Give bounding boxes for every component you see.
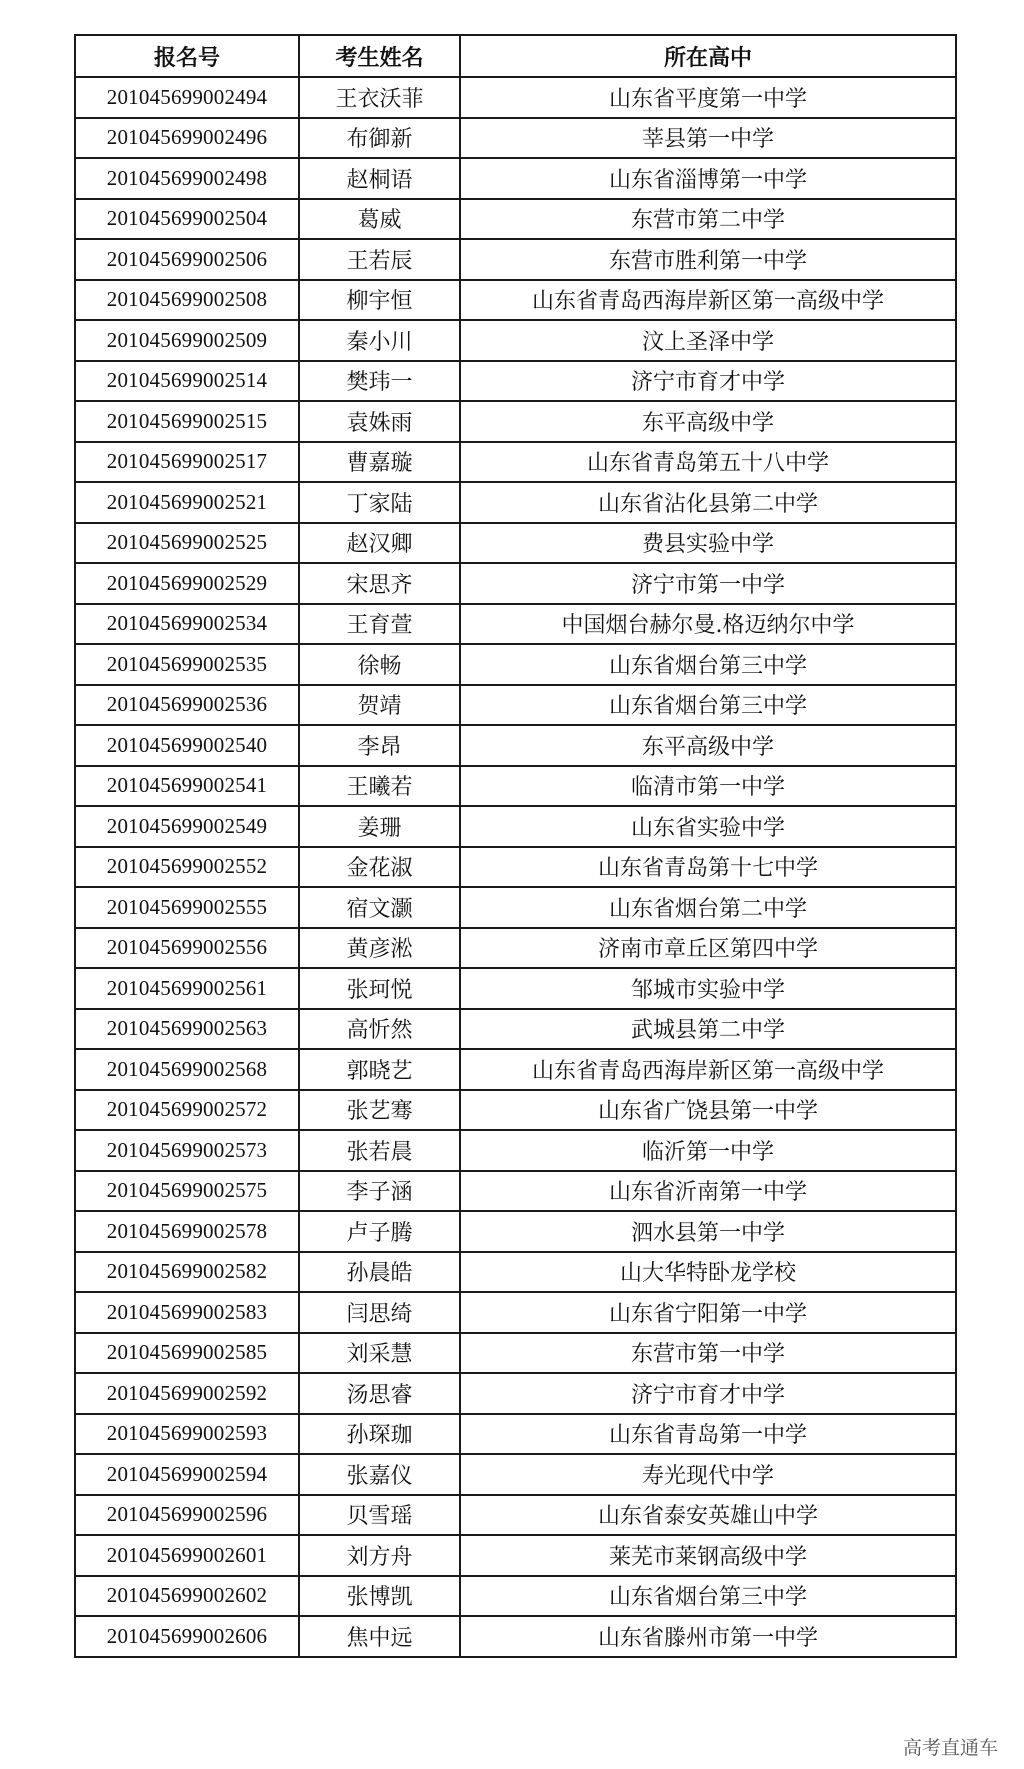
table-row [75, 1211, 956, 1252]
table-row [75, 1292, 956, 1333]
table-row [75, 118, 956, 159]
registration-number-cell: 201045699002596 [75, 1495, 299, 1536]
registration-number-cell: 201045699002583 [75, 1292, 299, 1333]
table-row [75, 725, 956, 766]
student-name-cell: 张艺骞 [299, 1090, 460, 1131]
table-row [75, 847, 956, 888]
high-school-cell: 莘县第一中学 [460, 118, 956, 159]
high-school-cell: 山东省烟台第三中学 [460, 1576, 956, 1617]
registration-number-cell: 201045699002601 [75, 1535, 299, 1576]
table-row [75, 766, 956, 807]
table-row [75, 239, 956, 280]
high-school-cell: 山东省烟台第三中学 [460, 685, 956, 726]
high-school-cell: 费县实验中学 [460, 523, 956, 564]
registration-number-cell: 201045699002573 [75, 1130, 299, 1171]
table-row [75, 482, 956, 523]
student-name-cell: 秦小川 [299, 320, 460, 361]
table-row [75, 806, 956, 847]
table-row [75, 1333, 956, 1374]
high-school-cell: 山东省广饶县第一中学 [460, 1090, 956, 1131]
table-row [75, 1414, 956, 1455]
table-row [75, 644, 956, 685]
high-school-cell: 山东省平度第一中学 [460, 77, 956, 118]
table-row [75, 604, 956, 645]
table-row [75, 968, 956, 1009]
high-school-cell: 山东省青岛第五十八中学 [460, 442, 956, 483]
registration-number-cell: 201045699002529 [75, 563, 299, 604]
student-name-cell: 布御新 [299, 118, 460, 159]
high-school-cell: 东营市第一中学 [460, 1333, 956, 1374]
student-name-cell: 丁家陆 [299, 482, 460, 523]
student-name-cell: 徐畅 [299, 644, 460, 685]
table-row [75, 1009, 956, 1050]
high-school-cell: 临沂第一中学 [460, 1130, 956, 1171]
high-school-cell: 东平高级中学 [460, 401, 956, 442]
high-school-cell: 济宁市育才中学 [460, 1373, 956, 1414]
high-school-cell: 济宁市育才中学 [460, 361, 956, 402]
student-name-cell: 闫思绮 [299, 1292, 460, 1333]
table-row [75, 1171, 956, 1212]
registration-number-cell: 201045699002517 [75, 442, 299, 483]
student-name-cell: 焦中远 [299, 1616, 460, 1657]
student-name-cell: 孙琛珈 [299, 1414, 460, 1455]
high-school-cell: 山东省宁阳第一中学 [460, 1292, 956, 1333]
header-registration-number: 报名号 [75, 35, 299, 77]
table-row [75, 1049, 956, 1090]
student-name-cell: 李子涵 [299, 1171, 460, 1212]
student-name-cell: 张博凯 [299, 1576, 460, 1617]
table-row [75, 199, 956, 240]
table-row [75, 1495, 956, 1536]
high-school-cell: 山东省实验中学 [460, 806, 956, 847]
high-school-cell: 山大华特卧龙学校 [460, 1252, 956, 1293]
student-name-cell: 刘方舟 [299, 1535, 460, 1576]
registration-number-cell: 201045699002561 [75, 968, 299, 1009]
student-name-cell: 柳宇恒 [299, 280, 460, 321]
student-name-cell: 宋思齐 [299, 563, 460, 604]
student-name-cell: 贝雪瑶 [299, 1495, 460, 1536]
student-name-cell: 曹嘉璇 [299, 442, 460, 483]
table-row [75, 1535, 956, 1576]
high-school-cell: 山东省沾化县第二中学 [460, 482, 956, 523]
registration-number-cell: 201045699002572 [75, 1090, 299, 1131]
registration-number-cell: 201045699002496 [75, 118, 299, 159]
table-row [75, 401, 956, 442]
student-name-cell: 刘采慧 [299, 1333, 460, 1374]
registration-number-cell: 201045699002521 [75, 482, 299, 523]
registration-number-cell: 201045699002552 [75, 847, 299, 888]
registration-number-cell: 201045699002549 [75, 806, 299, 847]
student-name-cell: 姜珊 [299, 806, 460, 847]
registration-number-cell: 201045699002509 [75, 320, 299, 361]
table-row [75, 928, 956, 969]
table-row [75, 1576, 956, 1617]
high-school-cell: 东平高级中学 [460, 725, 956, 766]
student-name-cell: 孙晨皓 [299, 1252, 460, 1293]
high-school-cell: 武城县第二中学 [460, 1009, 956, 1050]
registration-number-cell: 201045699002575 [75, 1171, 299, 1212]
table-row [75, 887, 956, 928]
registration-number-cell: 201045699002578 [75, 1211, 299, 1252]
header-high-school: 所在高中 [460, 35, 956, 77]
high-school-cell: 山东省青岛西海岸新区第一高级中学 [460, 280, 956, 321]
registration-number-cell: 201045699002541 [75, 766, 299, 807]
high-school-cell: 山东省泰安英雄山中学 [460, 1495, 956, 1536]
student-name-cell: 张嘉仪 [299, 1454, 460, 1495]
roster-sheet [74, 34, 955, 1658]
student-name-cell: 王衣沃菲 [299, 77, 460, 118]
table-row [75, 685, 956, 726]
registration-number-cell: 201045699002494 [75, 77, 299, 118]
registration-number-cell: 201045699002508 [75, 280, 299, 321]
registration-number-cell: 201045699002582 [75, 1252, 299, 1293]
high-school-cell: 泗水县第一中学 [460, 1211, 956, 1252]
registration-number-cell: 201045699002535 [75, 644, 299, 685]
student-name-cell: 高忻然 [299, 1009, 460, 1050]
high-school-cell: 山东省沂南第一中学 [460, 1171, 956, 1212]
registration-number-cell: 201045699002585 [75, 1333, 299, 1374]
table-row [75, 1616, 956, 1657]
table-row [75, 563, 956, 604]
high-school-cell: 山东省青岛西海岸新区第一高级中学 [460, 1049, 956, 1090]
table-row [75, 1373, 956, 1414]
high-school-cell: 山东省烟台第二中学 [460, 887, 956, 928]
student-name-cell: 张若晨 [299, 1130, 460, 1171]
high-school-cell: 中国烟台赫尔曼.格迈纳尔中学 [460, 604, 956, 645]
table-row [75, 1454, 956, 1495]
registration-number-cell: 201045699002540 [75, 725, 299, 766]
registration-number-cell: 201045699002525 [75, 523, 299, 564]
registration-number-cell: 201045699002592 [75, 1373, 299, 1414]
registration-number-cell: 201045699002594 [75, 1454, 299, 1495]
table-row [75, 361, 956, 402]
registration-number-cell: 201045699002498 [75, 158, 299, 199]
registration-number-cell: 201045699002563 [75, 1009, 299, 1050]
student-name-cell: 郭晓艺 [299, 1049, 460, 1090]
high-school-cell: 莱芜市莱钢高级中学 [460, 1535, 956, 1576]
high-school-cell: 山东省烟台第三中学 [460, 644, 956, 685]
registration-number-cell: 201045699002602 [75, 1576, 299, 1617]
registration-number-cell: 201045699002514 [75, 361, 299, 402]
header-student-name: 考生姓名 [299, 35, 460, 77]
registration-number-cell: 201045699002536 [75, 685, 299, 726]
table-header [75, 35, 956, 77]
high-school-cell: 东营市第二中学 [460, 199, 956, 240]
student-name-cell: 王育萱 [299, 604, 460, 645]
registration-number-cell: 201045699002506 [75, 239, 299, 280]
student-name-cell: 赵汉卿 [299, 523, 460, 564]
registration-number-cell: 201045699002556 [75, 928, 299, 969]
student-name-cell: 黄彦淞 [299, 928, 460, 969]
student-name-cell: 赵桐语 [299, 158, 460, 199]
student-name-cell: 宿文灏 [299, 887, 460, 928]
table-row [75, 1130, 956, 1171]
high-school-cell: 山东省淄博第一中学 [460, 158, 956, 199]
high-school-cell: 东营市胜利第一中学 [460, 239, 956, 280]
table-row [75, 1252, 956, 1293]
registration-number-cell: 201045699002555 [75, 887, 299, 928]
watermark-text: 高考直通车 [902, 1737, 998, 1759]
table-row [75, 1090, 956, 1131]
student-name-cell: 王若辰 [299, 239, 460, 280]
student-name-cell: 贺靖 [299, 685, 460, 726]
registration-number-cell: 201045699002606 [75, 1616, 299, 1657]
student-name-cell: 樊玮一 [299, 361, 460, 402]
student-name-cell: 汤思睿 [299, 1373, 460, 1414]
student-name-cell: 王曦若 [299, 766, 460, 807]
high-school-cell: 寿光现代中学 [460, 1454, 956, 1495]
high-school-cell: 山东省青岛第一中学 [460, 1414, 956, 1455]
student-name-cell: 卢子腾 [299, 1211, 460, 1252]
student-name-cell: 李昂 [299, 725, 460, 766]
high-school-cell: 济南市章丘区第四中学 [460, 928, 956, 969]
table-row [75, 280, 956, 321]
high-school-cell: 临清市第一中学 [460, 766, 956, 807]
registration-number-cell: 201045699002593 [75, 1414, 299, 1455]
high-school-cell: 山东省滕州市第一中学 [460, 1616, 956, 1657]
table-row [75, 77, 956, 118]
high-school-cell: 山东省青岛第十七中学 [460, 847, 956, 888]
registration-number-cell: 201045699002504 [75, 199, 299, 240]
registration-number-cell: 201045699002534 [75, 604, 299, 645]
table-body [75, 77, 956, 1657]
high-school-cell: 济宁市第一中学 [460, 563, 956, 604]
student-name-cell: 张珂悦 [299, 968, 460, 1009]
admission-table [74, 34, 957, 1658]
table-row [75, 442, 956, 483]
table-row [75, 158, 956, 199]
high-school-cell: 邹城市实验中学 [460, 968, 956, 1009]
student-name-cell: 葛威 [299, 199, 460, 240]
student-name-cell: 袁姝雨 [299, 401, 460, 442]
registration-number-cell: 201045699002568 [75, 1049, 299, 1090]
table-row [75, 523, 956, 564]
header-row [75, 35, 956, 77]
high-school-cell: 汶上圣泽中学 [460, 320, 956, 361]
student-name-cell: 金花淑 [299, 847, 460, 888]
table-row [75, 320, 956, 361]
registration-number-cell: 201045699002515 [75, 401, 299, 442]
